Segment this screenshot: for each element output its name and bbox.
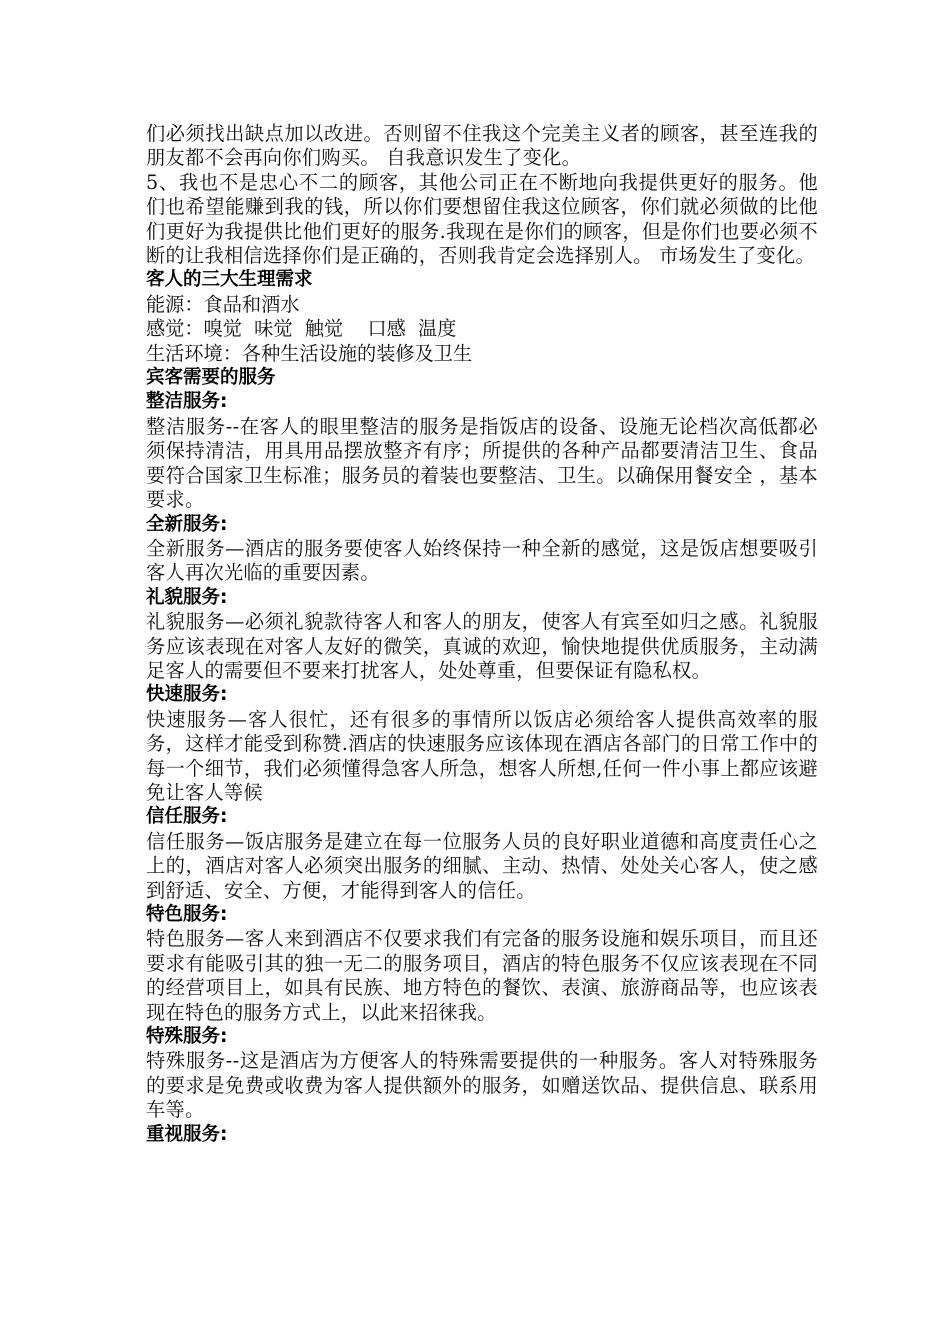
- document-page: [146, 122, 818, 1147]
- service-title: 信任服务:: [146, 806, 228, 828]
- service-title: 礼貌服务:: [146, 586, 228, 608]
- intro-paragraph: 们必须找出缺点加以改进。否则留不住我这个完美主义者的顾客，甚至连我的朋友都不会再向你们购买。 自我意识发生了变化。: [146, 122, 818, 170]
- service-title: 全新服务:: [146, 513, 228, 535]
- service-title: 快速服务:: [146, 684, 228, 706]
- service-body: 特色服务—客人来到酒店不仅要求我们有完备的服务设施和娱乐项目，而且还要求有能吸引其的独一无二的服务项目，酒店的特色服务不仅应该表现在不同的经营项目上，如具有民族、地方特色的餐饮、表演、旅游商品等，也应该表现在特色的服务方式上，以此来招徕我。: [146, 927, 818, 1024]
- service-body: 信任服务—饭店服务是建立在每一位服务人员的良好职业道德和高度责任心之上的，酒店对客人必须突出服务的细腻、主动、热情、处处关心客人，使之感到舒适、安全、方便，才能得到客人的信任。: [146, 829, 818, 902]
- needs-line: 生活环境：各种生活设施的装修及卫生: [146, 341, 473, 365]
- needs-line: 感觉：嗅觉 味觉 触觉 口感 温度: [146, 317, 457, 341]
- service-body: 快速服务—客人很忙，还有很多的事情所以饭店必须给客人提供高效率的服务，这样才能受到称赞.酒店的快速服务应该体现在酒店各部门的日常工作中的每一个细节，我们必须懂得急客人所急，想客人所想,任何一件小事上都应该避免让客人等候: [146, 707, 818, 804]
- service-title: 特色服务:: [146, 904, 228, 925]
- service-title: 重视服务:: [146, 1123, 228, 1145]
- service-title: 整洁服务:: [146, 391, 228, 413]
- needs-line: 能源：食品和酒水: [146, 292, 300, 316]
- service-body: 礼貌服务—必须礼貌款待客人和客人的朋友，使客人有宾至如归之感。礼貌服务应该表现在对客人友好的微笑，真诚的欢迎，愉快地提供优质服务，主动满足客人的需要但不要来打扰客人，处处尊重，但要保证有隐私权。: [146, 610, 818, 682]
- services-heading: 宾客需要的服务: [146, 367, 276, 389]
- needs-heading: 客人的三大生理需求: [146, 269, 313, 291]
- service-title: 特殊服务:: [146, 1026, 228, 1048]
- service-body: 整洁服务--在客人的眼里整洁的服务是指饭店的设备、设施无论档次高低都必须保持清洁，用具用品摆放整齐有序；所提供的各种产品都要清洁卫生、食品要符合国家卫生标准；服务员的着装也要整洁、卫生。以确保用餐安全 ，基本要求。: [146, 414, 818, 512]
- service-body: 全新服务—酒店的服务要使客人始终保持一种全新的感觉，这是饭店想要吸引客人再次光临的重要因素。: [146, 536, 818, 585]
- intro-paragraph: 5、我也不是忠心不二的顾客，其他公司正在不断地向我提供更好的服务。他们也希望能赚到我的钱，所以你们要想留住我这位顾客，你们就必须做的比他们更好为我提供比他们更好的服务.我现在是你们的顾客，但是你们也要必须不断的让我相信选择你们是正确的，否则我肯定会选择别人。 市场发生了变化。: [146, 170, 818, 268]
- service-body: 特殊服务--这是酒店为方便客人的特殊需要提供的一种服务。客人对特殊服务的要求是免费或收费为客人提供额外的服务，如赠送饮品、提供信息、联系用车等。: [146, 1049, 818, 1122]
